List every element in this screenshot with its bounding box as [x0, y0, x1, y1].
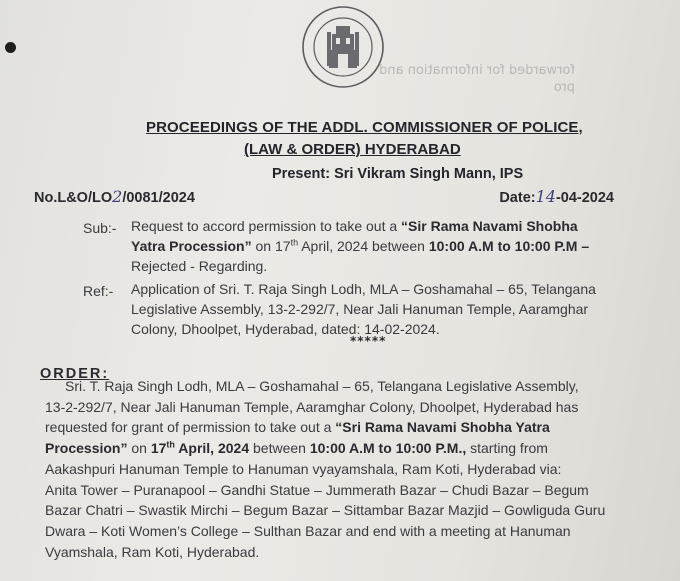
punch-hole — [5, 42, 16, 53]
subject-label: Sub:- — [83, 220, 117, 236]
bleed-through-text: forwarded for information and pro — [379, 63, 575, 95]
ref-label: Ref:- — [83, 283, 114, 299]
proceeding-number: No.L&O/LO2/0081/2024 — [34, 187, 195, 206]
title-line-1: PROCEEDINGS OF THE ADDL. COMMISSIONER OF POLICE, — [146, 119, 583, 136]
order-heading: ORDER: — [40, 366, 110, 382]
ref-text: Application of Sri. T. Raja Singh Lodh, MLA – Goshamahal – 65, Telangana Legislative Assembly, 13-2-292/7, Near Jali Hanuman Temple, Aaramghar Colony, Dhoolpet, Hyderabad, dated: 14-02-2024. — [131, 281, 596, 337]
reference-line — [34, 187, 614, 209]
present-line: Present: Sri Vikram Singh Mann, IPS — [272, 166, 524, 182]
proceeding-date: Date:14-04-2024 — [499, 187, 614, 206]
order-body: Sri. T. Raja Singh Lodh, MLA – Goshamahal – 65, Telangana Legislative Assembly, 13-2-292/7, Near Jali Hanuman Temple, Aaramghar Colony, Dhoolpet, Hyderabad has requested for grant of permission to take out a “Sri Rama Navami Shobha Yatra Procession” on 17th April, 2024 between 10:00 A.M to 10:00 P.M., starting from Aakashpuri Hanuman Temple to Hanuman vyayamshala, Ram Koti, Hyderabad via: Anita Tower – Puranapool – Gandhi Statue – Jummerath Bazar – Chudi Bazar – Begum Bazar Chatri – Swastik Mirchi – Begum Bazar – Sittambar Bazar Mazjid – Gowliguda Guru Dwara – Koti Women’s College – Sulthan Bazar and end with a meeting at Hanuman Vyamshala, Ram Koti, Hyderabad. — [45, 378, 606, 560]
subject-text: Request to accord permission to take out a “Sir Rama Navami Shobha Yatra Procession” on 17th April, 2024 between 10:00 A.M to 10:00 P.M – Rejected - Regarding. — [131, 218, 590, 274]
title-line-2: (LAW & ORDER) HYDERABAD — [244, 141, 461, 158]
separator: ***** — [350, 334, 387, 348]
telangana-emblem-icon — [300, 4, 386, 90]
